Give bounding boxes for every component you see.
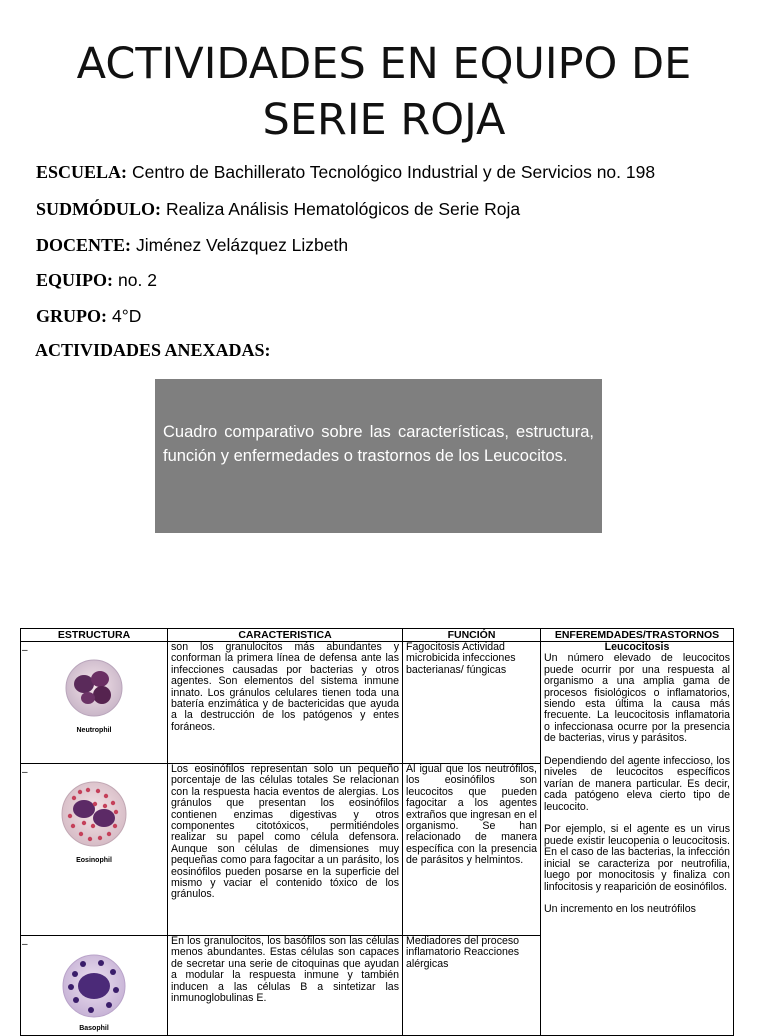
neutrophil-cell <box>21 642 168 764</box>
escuela-line <box>36 160 655 184</box>
description-box <box>155 379 602 533</box>
header-caracteristica: CARACTERISTICA <box>168 629 403 642</box>
submodulo-value: Realiza Análisis Hematológicos de Serie Roja <box>166 199 521 219</box>
table-row <box>21 642 734 764</box>
header-funcion: FUNCIÓN <box>403 629 541 642</box>
disease-paragraph: Un incremento en los neutrófilos <box>544 903 696 916</box>
table-header-row <box>21 629 734 642</box>
submodulo-label: SUDMÓDULO: <box>36 199 161 219</box>
caracteristica-cell: Los eosinófilos representan solo un pequeño porcentaje de las células totales Se relacionan con la respuesta hacia eventos de alergias. Los gránulos que presentan los eosinófilos contienen enzimas digestivas y otros componentes citotóxicos, permitiéndoles realizar su papel como célula defensora. Aunque son células de dimensiones muy pequeñas como para fagocitar a un parásito, los eosinófilos pueden posarse en la superficie del mismo y vaciar el contenido tóxico de los gránulos. <box>168 764 403 936</box>
submodulo-line <box>36 197 520 221</box>
row-dash: – <box>22 645 28 656</box>
eosinophil-cell <box>21 764 168 936</box>
docente-value: Jiménez Velázquez Lizbeth <box>136 235 349 255</box>
eosinophil-illustration <box>60 776 128 852</box>
neutrophil-illustration <box>64 654 124 722</box>
docente-label: DOCENTE: <box>36 235 132 255</box>
disease-paragraph: Dependiendo del agente infeccioso, los niveles de leucocitos específicos varían de manera particular. Es decir, cada patógeno eleva cierto tipo de leucocito. <box>544 755 730 813</box>
caracteristica-cell: son los granulocitos más abundantes y conforman la primera línea de defensa ante las infecciones causadas por bacterias y otros agentes. Son elementos del sistema inmune innato. Los gránulos celulares tienen toda una batería enzimática y de bactericidas que ayuda a la destrucción de los patógenos y entes foráneos. <box>168 642 403 764</box>
actividades-anexadas-label: ACTIVIDADES ANEXADAS: <box>35 340 271 360</box>
escuela-value: Centro de Bachillerato Tecnológico Industrial y de Servicios no. 198 <box>132 162 656 182</box>
row-dash: – <box>22 767 28 778</box>
disease-title: Leucocitosis <box>604 641 670 653</box>
basophil-cell <box>21 936 168 1036</box>
leukocyte-comparison-table <box>20 628 734 1036</box>
equipo-line <box>36 268 157 292</box>
description-text: Cuadro comparativo sobre las características, estructura, función y enfermedades o trastornos de los Leucocitos. <box>163 423 594 465</box>
basophil-illustration <box>61 950 127 1020</box>
page-title: ACTIVIDADES EN EQUIPO DE SERIE ROJA <box>76 39 692 145</box>
eosinophil-label: Eosinophil <box>76 857 112 865</box>
caracteristica-cell: En los granulocitos, los basófilos son las células menos abundantes. Estas células son capaces de secretar una serie de citoquinas que ayudan a modular la respuesta inmune y también inducen a las células B a sintetizar las inmunoglobulinas E. <box>168 936 403 1036</box>
disease-paragraph: Por ejemplo, si el agente es un virus puede existir leucopenia o leucocitosis. En el caso de las bacterias, la infección inicial se caracteriza por neutrofilia, luego por monocitosis y finaliza con linfocitosis y reaparición de eosinófilos. <box>544 823 730 893</box>
grupo-label: GRUPO: <box>36 306 107 326</box>
equipo-label: EQUIPO: <box>36 270 114 290</box>
docente-line <box>36 233 348 257</box>
basophil-label: Basophil <box>79 1025 109 1033</box>
header-estructura: ESTRUCTURA <box>21 629 168 642</box>
disease-paragraph: Un número elevado de leucocitos puede ocurrir por una respuesta al organismo a una amplia gama de procesos fisiológicos o inflamatorios, siendo esta última la causa más frecuente. La leucocitosis inflamatoria o infeccionasa ocurre por la presencia de bacterias, virus y parásitos. <box>544 652 730 745</box>
grupo-line <box>36 304 141 328</box>
escuela-label: ESCUELA: <box>36 162 128 182</box>
header-enfermedades: ENFEREMDADES/TRASTORNOS <box>541 629 734 642</box>
equipo-value: no. 2 <box>118 270 157 290</box>
funcion-cell: Al igual que los neutrófilos, los eosinófilos son leucocitos que pueden fagocitar a los agentes extraños que ingresan en el organismo. Se han relacionado de manera específica con la presencia de parásitos y helmintos. <box>403 764 541 936</box>
enfermedades-cell <box>541 642 734 1036</box>
funcion-cell: Mediadores del proceso inflamatorio Reacciones alérgicas <box>403 936 541 1036</box>
neutrophil-label: Neutrophil <box>76 727 112 735</box>
grupo-value: 4°D <box>112 306 142 326</box>
funcion-cell: Fagocitosis Actividad microbicida infecciones bacterianas/ fúngicas <box>403 642 541 764</box>
row-dash: – <box>22 939 28 950</box>
